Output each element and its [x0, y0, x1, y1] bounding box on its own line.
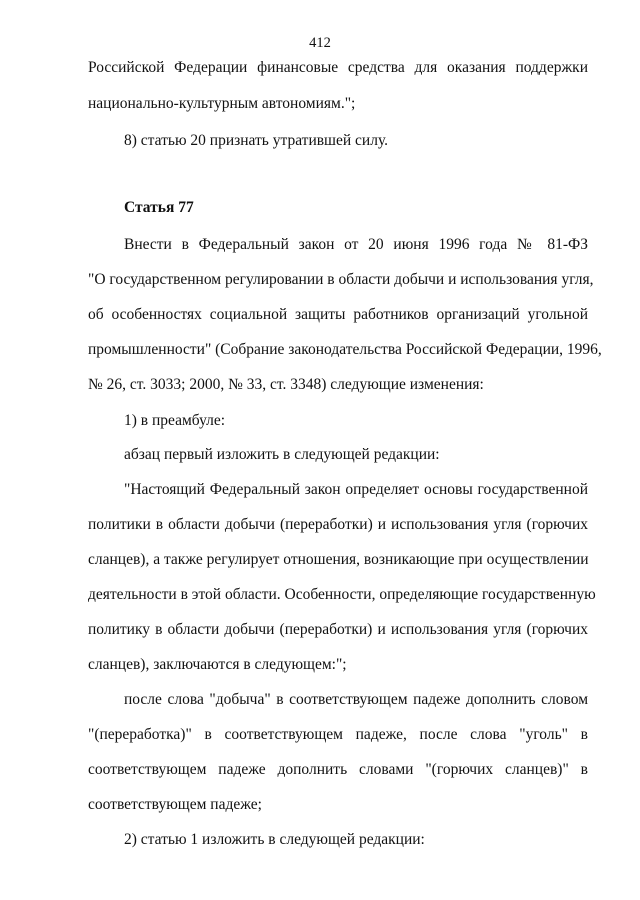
text-line: 2) статью 1 изложить в следующей редакции:: [124, 831, 425, 848]
text-line: политику в области добычи (переработки) и использования угля (горючих: [88, 621, 588, 638]
text-line: "Настоящий Федеральный закон определяет основы государственной: [124, 481, 588, 498]
text-line: национально-культурным автономиям.";: [88, 95, 356, 112]
text-line: 8) статью 20 признать утратившей силу.: [124, 132, 389, 149]
text-line: "О государственном регулировании в области добычи и использования угля,: [88, 271, 594, 288]
text-line: соответствующем падеже дополнить словами "(горючих сланцев)" в: [88, 761, 588, 778]
text-line: № 26, ст. 3033; 2000, № 33, ст. 3348) следующие изменения:: [88, 376, 484, 393]
page-number: 412: [309, 35, 331, 51]
text-line: об особенностях социальной защиты работников организаций угольной: [88, 306, 588, 323]
text-line: промышленности" (Собрание законодательства Российской Федерации, 1996,: [88, 341, 602, 358]
text-line: сланцев), заключаются в следующем:";: [88, 656, 347, 673]
text-line: Российской Федерации финансовые средства для оказания поддержки: [88, 59, 588, 76]
text-line: "(переработка)" в соответствующем падеже, после слова "уголь" в: [88, 726, 588, 743]
text-line: соответствующем падеже;: [88, 796, 262, 813]
article-heading: Статья 77: [124, 199, 194, 216]
text-line: деятельности в этой области. Особенности, определяющие государственную: [88, 586, 596, 603]
text-line: абзац первый изложить в следующей редакции:: [124, 446, 440, 463]
text-line: после слова "добыча" в соответствующем падеже дополнить словом: [124, 691, 588, 708]
text-line: политики в области добычи (переработки) и использования угля (горючих: [88, 516, 588, 533]
text-line: Внести в Федеральный закон от 20 июня 1996 года № 81-ФЗ: [124, 236, 588, 253]
text-line: сланцев), а также регулирует отношения, возникающие при осуществлении: [88, 551, 589, 568]
text-line: 1) в преамбуле:: [124, 412, 226, 429]
